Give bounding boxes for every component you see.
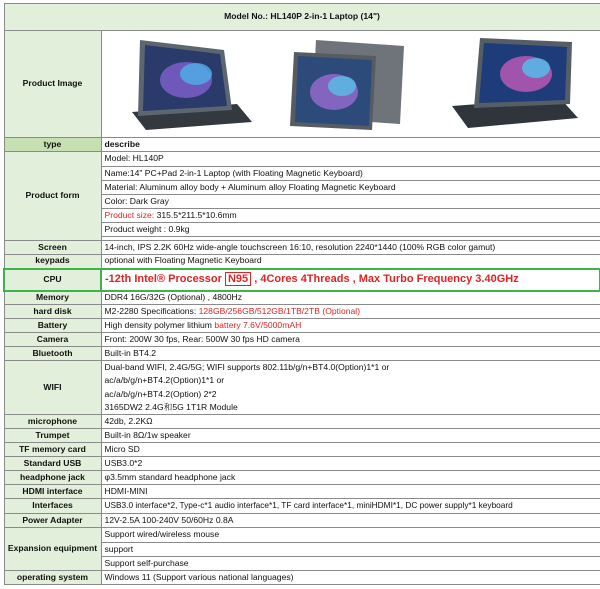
- camera-label: Camera: [4, 333, 101, 347]
- os-value: Windows 11 (Support various national languages): [101, 571, 600, 585]
- wifi-value: [101, 361, 600, 415]
- type-header: type: [4, 138, 101, 152]
- expansion-value: support: [101, 543, 600, 557]
- product-images: [101, 31, 600, 138]
- wifi-line: ac/a/b/g/n+BT4.2(Option)1*1 or: [104, 375, 225, 386]
- screen-value: 14-inch, IPS 2.2K 60Hz wide-angle touchscreen 16:10, resolution 2240*1440 (100% RGB color gamut): [101, 241, 600, 255]
- usb-label: Standard USB: [4, 457, 101, 471]
- model-value: Model: HL140P: [101, 152, 600, 167]
- memory-label: Memory: [4, 291, 101, 305]
- size-value: [101, 209, 600, 223]
- power-label: Power Adapter: [4, 514, 101, 528]
- size-number: 315.5*211.5*10.6mm: [156, 209, 237, 220]
- name-value: Name:14" PC+Pad 2-in-1 Laptop (with Floating Magnetic Keyboard): [101, 167, 600, 181]
- headphone-value: φ3.5mm standard headphone jack: [101, 471, 600, 485]
- trumpet-label: Trumpet: [4, 429, 101, 443]
- power-value: 12V-2.5A 100-240V 50/60Hz 0.8A: [101, 514, 600, 528]
- laptop-image-2: [276, 34, 426, 134]
- memory-value: DDR4 16G/32G (Optional) , 4800Hz: [101, 291, 600, 305]
- microphone-label: microphone: [4, 415, 101, 429]
- bluetooth-value: Built-in BT4.2: [101, 347, 600, 361]
- cpu-prefix: -12th Intel® Processor: [105, 273, 225, 286]
- material-value: Material: Aluminum alloy body + Aluminum alloy Floating Magnetic Keyboard: [101, 181, 600, 195]
- hard-disk-options: 128GB/256GB/512GB/1TB/2TB (Optional): [198, 305, 361, 316]
- keypads-value: optional with Floating Magnetic Keyboard: [101, 255, 600, 269]
- tf-card-label: TF memory card: [4, 443, 101, 457]
- keypads-label: keypads: [4, 255, 101, 269]
- laptop-image-1: [112, 34, 262, 134]
- usb-value: USB3.0*2: [101, 457, 600, 471]
- microphone-value: 42db, 2.2KΩ: [101, 415, 600, 429]
- cpu-suffix: , 4Cores 4Threads , Max Turbo Frequency 3.40GHz: [251, 273, 519, 286]
- expansion-value: Support self-purchase: [101, 557, 600, 571]
- laptop-image-3: [440, 34, 590, 134]
- hard-disk-value: [101, 305, 600, 319]
- battery-value: [101, 319, 600, 333]
- color-value: Color: Dark Gray: [101, 195, 600, 209]
- headphone-label: headphone jack: [4, 471, 101, 485]
- cpu-model: N95: [225, 272, 251, 286]
- page-title: Model No.: HL140P 2-in-1 Laptop (14"): [4, 4, 600, 31]
- spec-table: [3, 3, 600, 585]
- battery-label: Battery: [4, 319, 101, 333]
- battery-prefix: High density polymer lithium: [104, 319, 215, 330]
- expansion-value: Support wired/wireless mouse: [101, 528, 600, 543]
- hard-disk-prefix: M2-2280 Specifications:: [104, 305, 199, 316]
- size-label: Product size:: [104, 209, 157, 220]
- hdmi-value: HDMI-MINI: [101, 485, 600, 499]
- describe-header: describe: [101, 138, 600, 152]
- camera-value: Front: 200W 30 fps, Rear: 500W 30 fps HD camera: [101, 333, 600, 347]
- cpu-value: [101, 269, 600, 291]
- interfaces-value: USB3.0 interface*2, Type-c*1 audio interface*1, TF card interface*1, miniHDMI*1, DC power supply*1 keyboard: [101, 499, 600, 514]
- os-label: operating system: [4, 571, 101, 585]
- wifi-line: Dual-band WIFI, 2.4G/5G; WIFI supports 802.11b/g/n+BT4.0(Option)1*1 or: [104, 362, 390, 372]
- bluetooth-label: Bluetooth: [4, 347, 101, 361]
- battery-spec: battery 7.6V/5000mAH: [214, 319, 302, 330]
- wifi-line: 3165DW2 2.4G和5G 1T1R Module: [104, 401, 238, 412]
- interfaces-label: Interfaces: [4, 499, 101, 514]
- trumpet-value: Built-in 8Ω/1w speaker: [101, 429, 600, 443]
- wifi-line: ac/a/b/g/n+BT4.2(Option) 2*2: [104, 388, 217, 399]
- hard-disk-label: hard disk: [4, 305, 101, 319]
- hdmi-label: HDMI interface: [4, 485, 101, 499]
- cpu-label: CPU: [4, 269, 101, 291]
- screen-label: Screen: [4, 241, 101, 255]
- wifi-label: WIFI: [4, 361, 101, 415]
- product-form-label: Product form: [4, 152, 101, 241]
- tf-card-value: Micro SD: [101, 443, 600, 457]
- expansion-label: Expansion equipment: [4, 528, 101, 571]
- weight-value: Product weight : 0.9kg: [101, 223, 600, 237]
- product-image-label: Product Image: [4, 31, 101, 138]
